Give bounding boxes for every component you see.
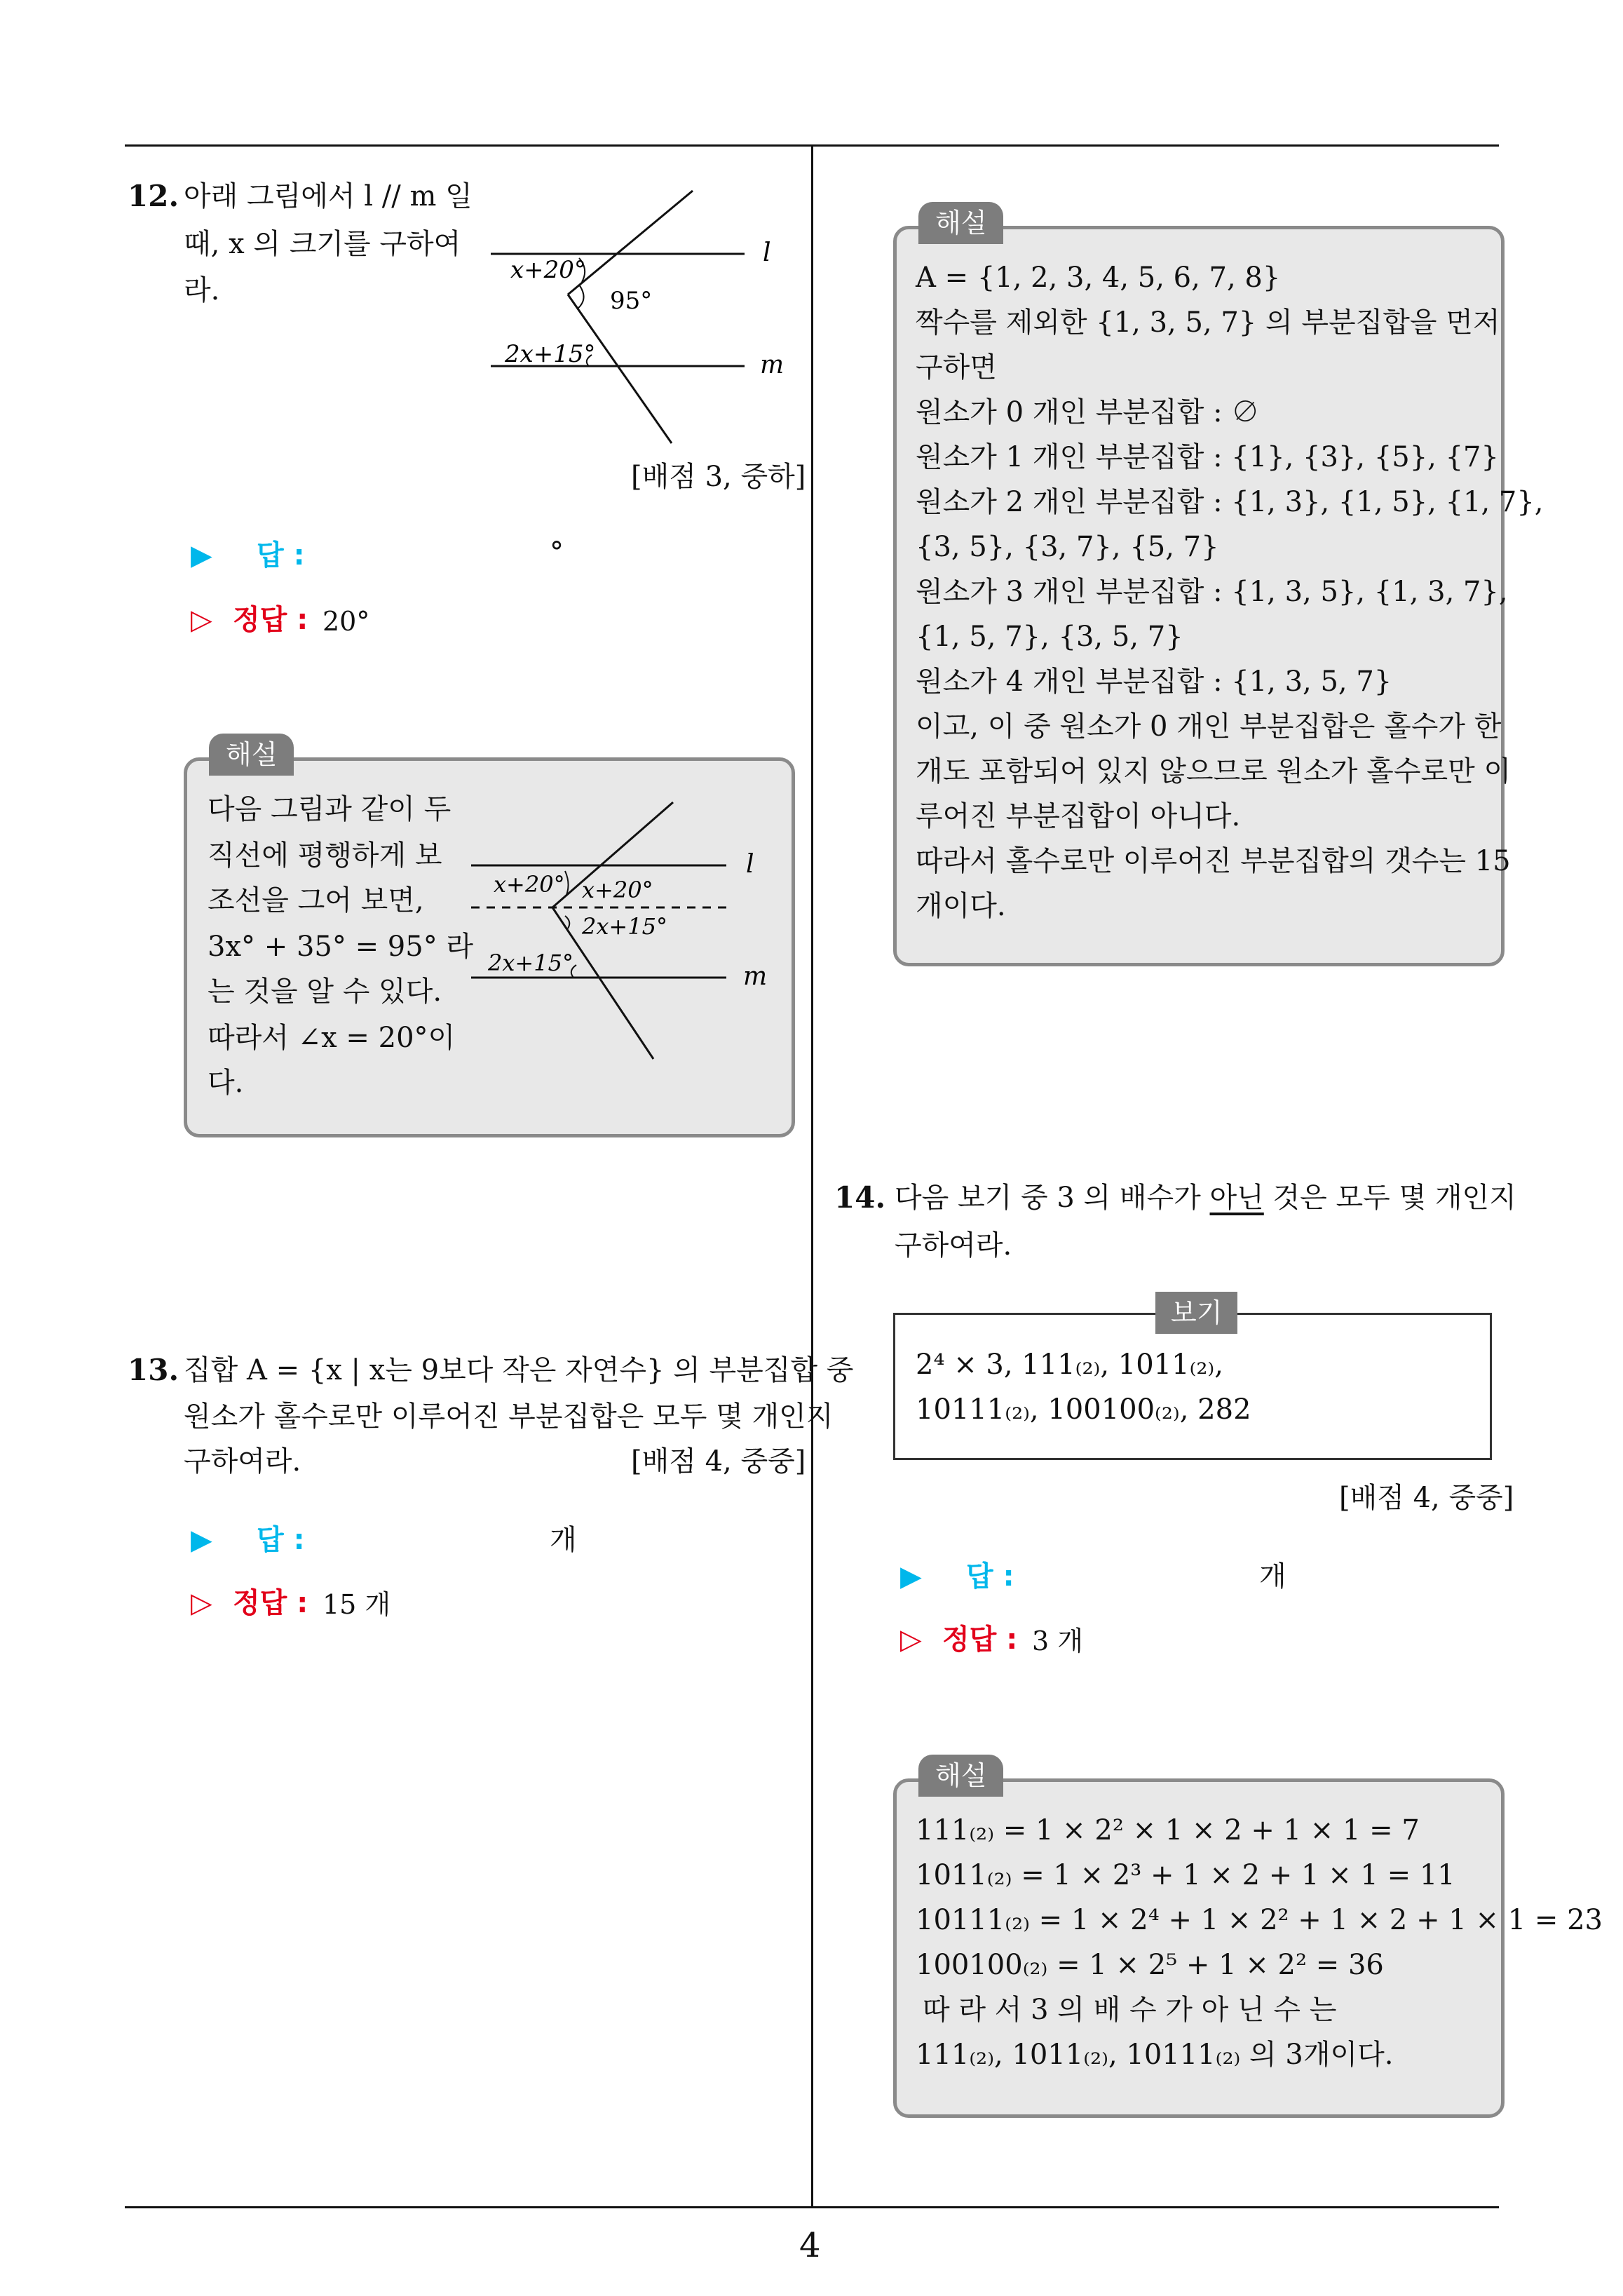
q13-answer-label: 답 : xyxy=(257,1524,305,1556)
q13-explain-line: 개이다. xyxy=(916,890,1006,922)
q13-explain-line: {3, 5}, {3, 7}, {5, 7} xyxy=(916,531,1219,563)
q12-label-l: l xyxy=(763,238,771,267)
q12-correct-label: 정답 : xyxy=(233,604,308,636)
q12-explain-angle-mid: 2x+15° xyxy=(582,913,667,940)
q13-answer-field[interactable] xyxy=(322,1518,533,1562)
q12-answer-arrow: ▶ xyxy=(191,539,212,572)
q13-explain-line: 구하면 xyxy=(916,351,997,384)
q12-explain-line: 3x° + 35° = 95° 라 xyxy=(208,931,474,963)
q13-explain-line: 짝수를 제외한 {1, 3, 5, 7} 의 부분집합을 먼저 xyxy=(916,306,1500,339)
q12-line1: 아래 그림에서 l // m 일 xyxy=(184,180,473,212)
q14-answer-label: 답 : xyxy=(966,1560,1014,1593)
q12-explain-angle-top-right: x+20° xyxy=(582,877,653,903)
q12-explanation-tab: 해설 xyxy=(209,734,294,776)
q12-explain-line: 다음 그림과 같이 두 xyxy=(208,793,451,825)
q12-line2: 때, x 의 크기를 구하여 xyxy=(184,228,461,260)
q12-answer-field[interactable] xyxy=(322,533,540,578)
q14-line1 xyxy=(895,1175,1516,1220)
q12-explain-label-l: l xyxy=(746,850,754,879)
q13-explanation-tab: 해설 xyxy=(918,202,1003,244)
q13-explain-line: 원소가 1 개인 부분집합 : {1}, {3}, {5}, {7} xyxy=(916,441,1499,473)
q14-explain-line: 111₍₂₎ = 1 × 2² × 1 × 2 + 1 × 1 = 7 xyxy=(916,1814,1420,1846)
q14-bogi-line2: 10111₍₂₎, 100100₍₂₎, 282 xyxy=(916,1393,1251,1426)
q12-correct-arrow: ▷ xyxy=(191,604,212,636)
q14-line1-a: 다음 보기 중 3 의 배수가 xyxy=(895,1182,1210,1214)
bottom-rule xyxy=(125,2206,1499,2208)
q13-explain-line: A = {1, 2, 3, 4, 5, 6, 7, 8} xyxy=(916,262,1281,294)
q14-explain-line: 111₍₂₎, 1011₍₂₎, 10111₍₂₎ 의 3개이다. xyxy=(916,2039,1394,2071)
q12-figure xyxy=(484,182,785,449)
q12-number: 12. xyxy=(128,179,179,213)
q14-explanation-tab: 해설 xyxy=(918,1755,1003,1797)
q12-explain-line: 다. xyxy=(208,1067,244,1099)
q12-explain-figure xyxy=(463,792,785,1073)
q13-answer-unit: 개 xyxy=(550,1524,577,1556)
q12-explain-line: 는 것을 알 수 있다. xyxy=(208,975,442,1008)
q14-bogi-tab: 보기 xyxy=(1155,1292,1237,1334)
q14-answer-field[interactable] xyxy=(1031,1554,1241,1599)
q12-explain-angle-top-left: x+20° xyxy=(494,871,565,898)
q12-arc-mid xyxy=(578,285,584,309)
column-divider xyxy=(811,144,813,2206)
q12-explain-line: 조선을 그어 보면, xyxy=(208,884,424,917)
q13-score: [배점 4, 중중] xyxy=(631,1445,806,1478)
q14-answer-unit: 개 xyxy=(1259,1560,1286,1593)
q12-explain-line: 직선에 평행하게 보 xyxy=(208,839,442,872)
q13-explain-line: {1, 5, 7}, {3, 5, 7} xyxy=(916,621,1183,653)
q12-answer-unit: ° xyxy=(550,536,564,569)
q12-answer-label: 답 : xyxy=(257,539,305,572)
q13-explain-line: 원소가 4 개인 부분집합 : {1, 3, 5, 7} xyxy=(916,666,1392,698)
q13-line3: 구하여라. xyxy=(184,1445,301,1478)
q12-score: [배점 3, 중하] xyxy=(631,461,806,493)
q12-explain-label-m: m xyxy=(743,962,768,991)
q13-explain-line: 원소가 0 개인 부분집합 : ∅ xyxy=(916,396,1260,428)
q14-answer-arrow: ▶ xyxy=(900,1560,922,1593)
q12-angle-bottom: 2x+15° xyxy=(505,340,596,368)
q14-explain-line: 따 라 서 3 의 배 수 가 아 닌 수 는 xyxy=(923,1994,1337,2026)
q12-angle-mid: 95° xyxy=(610,287,653,315)
q13-explain-line: 원소가 2 개인 부분집합 : {1, 3}, {1, 5}, {1, 7}, xyxy=(916,486,1544,518)
q12-label-m: m xyxy=(760,351,785,379)
q14-correct-value: 3 개 xyxy=(1032,1626,1083,1656)
q12-transversal-upper xyxy=(568,191,693,295)
q14-correct-arrow: ▷ xyxy=(900,1623,922,1656)
q14-line1-b: 것은 모두 몇 개인지 xyxy=(1263,1182,1516,1214)
q14-line2: 구하여라. xyxy=(895,1229,1012,1262)
q13-explain-line: 개도 포함되어 있지 않으므로 원소가 홀수로만 이 xyxy=(916,755,1512,788)
q13-line2: 원소가 홀수로만 이루어진 부분집합은 모두 몇 개인지 xyxy=(184,1400,834,1433)
q12-explain-arc-top xyxy=(565,871,569,895)
q13-explain-line: 루어진 부분집합이 아니다. xyxy=(916,800,1241,832)
q13-correct-arrow: ▷ xyxy=(191,1587,212,1619)
q12-explain-line: 따라서 ∠x = 20°이 xyxy=(208,1022,456,1054)
q13-explain-line: 원소가 3 개인 부분집합 : {1, 3, 5}, {1, 3, 7}, xyxy=(916,576,1508,608)
q14-explain-line: 100100₍₂₎ = 1 × 2⁵ + 1 × 2² = 36 xyxy=(916,1949,1384,1981)
q14-explain-line: 10111₍₂₎ = 1 × 2⁴ + 1 × 2² + 1 × 2 + 1 × 1 = 23 xyxy=(916,1904,1603,1936)
q13-line1: 집합 A = {x | x는 9보다 작은 자연수} 의 부분집합 중 xyxy=(184,1354,854,1386)
q12-transversal-lower xyxy=(568,295,672,443)
q14-explain-line: 1011₍₂₎ = 1 × 2³ + 1 × 2 + 1 × 1 = 11 xyxy=(916,1859,1455,1891)
q12-explain-angle-bottom: 2x+15° xyxy=(488,950,573,976)
q14-correct-label: 정답 : xyxy=(942,1623,1018,1656)
q12-angle-top: x+20° xyxy=(510,256,586,284)
q12-correct-value: 20° xyxy=(322,606,370,637)
q13-number: 13. xyxy=(128,1353,179,1387)
q14-bogi-line1: 2⁴ × 3, 111₍₂₎, 1011₍₂₎, xyxy=(916,1349,1223,1381)
q14-number: 14. xyxy=(834,1180,886,1215)
q14-score: [배점 4, 중중] xyxy=(1339,1482,1514,1514)
q13-explain-line: 따라서 홀수로만 이루어진 부분집합의 갯수는 15 xyxy=(916,845,1511,877)
q13-answer-arrow: ▶ xyxy=(191,1524,212,1556)
q13-explain-line: 이고, 이 중 원소가 0 개인 부분집합은 홀수가 한 xyxy=(916,710,1502,743)
q13-correct-value: 15 개 xyxy=(322,1589,391,1620)
page-number: 4 xyxy=(799,2226,821,2265)
q13-correct-label: 정답 : xyxy=(233,1587,308,1619)
q14-line1-underlined: 아닌 xyxy=(1209,1182,1264,1214)
q12-line3: 라. xyxy=(184,274,220,306)
